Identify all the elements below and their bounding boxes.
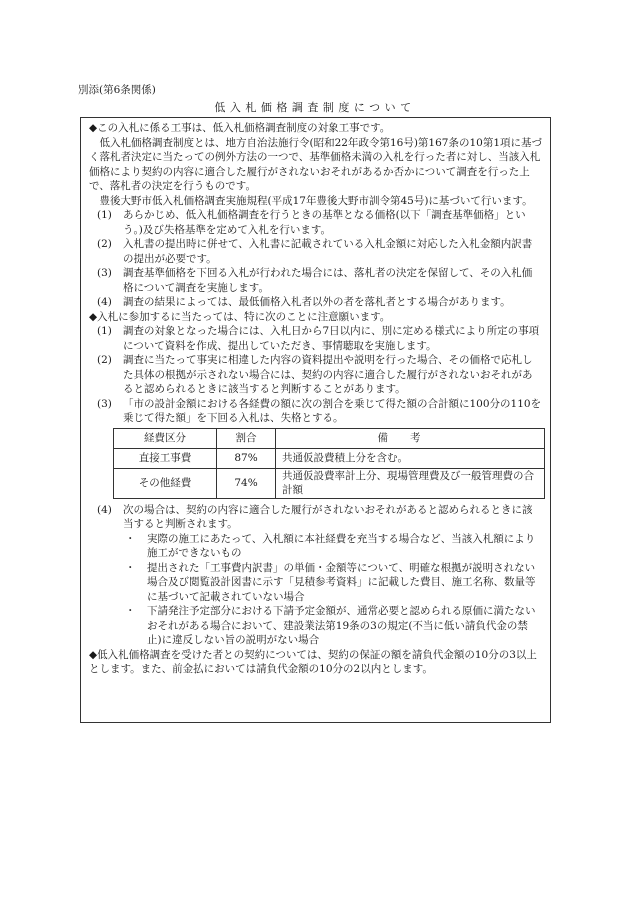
item-number: (2) — [97, 354, 112, 366]
notice-item — [89, 353, 542, 397]
item-number: (4) — [97, 503, 112, 516]
intro-paragraph: 低入札価格調査制度とは、地方自治法施行令(昭和22年政令第16号)第167条の10第1項に基づく落札者決定に当たっての例外方法の一つで、基準価格未満の入札を行った者に対し、当該入札価格により契約の内容に適合した履行がされないおそれがあるか否かについて調査を行った上で、落札者の決定を行うものです。 — [89, 136, 542, 192]
item-text: 調査基準価格を下回る入札が行われた場合には、落札者の決定を保留して、その入札価格について調査を実施します。 — [123, 267, 533, 294]
cell-category: その他経費 — [114, 468, 217, 498]
page-title: 低入札価格調査制度について — [214, 101, 416, 114]
table-header-row — [114, 428, 545, 448]
item-text: 入札書の提出時に併せて、入札書に記載されている入札金額に対応した入札金額内訳書の提出が必要です。 — [123, 238, 533, 265]
table-row — [114, 468, 545, 498]
notice-heading: ◆入札に参加するに当たっては、特に次のことに注意願います。 — [89, 310, 391, 323]
notice-item — [89, 503, 542, 532]
notice-item — [89, 324, 542, 353]
intro-item — [89, 208, 542, 237]
regulation-paragraph: 豊後大野市低入札価格調査実施規程(平成17年豊後大野市訓令第45号)に基づいて行います。 — [99, 194, 533, 207]
bullet-dot: ・ — [125, 605, 136, 617]
bullet-text: 提出された「工事費内訳書」の単価・金額等について、明確な根拠が説明されない場合及び閲覧設計図書に示す「見積参考資料」に記載した費目、施工名称、数量等に基づいて記載されていない場合 — [147, 561, 536, 603]
cell-remarks: 共通仮設費積上分を含む。 — [276, 448, 545, 468]
column-header-ratio: 割合 — [217, 428, 276, 448]
bullet-dot: ・ — [125, 532, 136, 545]
cell-ratio: 87% — [217, 448, 276, 468]
bullet-item — [89, 561, 542, 605]
item-number: (2) — [97, 238, 112, 250]
intro-heading: ◆この入札に係る工事は、低入札価格調査制度の対象工事です。 — [89, 122, 391, 134]
bullet-text: 実際の施工にあたって、入札額に本社経費を充当する場合など、当該入札額により施工ができないもの — [147, 532, 536, 559]
item-text: 調査の対象となった場合には、入札日から7日以内に、別に定める様式により所定の事項について資料を作成、提出していただき、事情聴取を実施します。 — [123, 325, 540, 352]
bullet-dot: ・ — [125, 561, 136, 574]
intro-item — [89, 295, 542, 310]
cell-ratio: 74% — [217, 468, 276, 498]
column-header-remarks: 備考 — [276, 428, 545, 448]
cost-ratio-table — [113, 428, 545, 499]
annex-label: 別添(第6条関係) — [78, 84, 156, 96]
item-text: 次の場合は、契約の内容に適合した履行がされないおそれがあると認められるときに該当すると判断されます。 — [123, 503, 533, 530]
notice-item — [89, 397, 542, 426]
item-number: (4) — [97, 296, 112, 308]
item-text: 「市の設計金額における各経費の額に次の割合を乗じて得た額の合計額に100分の110を乗じて得た額」を下回る入札は、失格とする。 — [123, 397, 542, 424]
item-number: (3) — [97, 267, 112, 279]
contract-paragraph: ◆低入札価格調査を受けた者との契約については、契約の保証の額を請負代金額の10分の3以上とします。また、前金払においては請負代金額の10分の2以内とします。 — [89, 648, 537, 675]
item-text: 調査に当たって事実に相違した内容の資料提出や説明を行った場合、その価格で応札した具体の根拠が示されない場合には、契約の内容に適合した履行がされないおそれがあると認められるときに該当すると判断することがあります。 — [123, 354, 533, 395]
item-number: (1) — [97, 325, 112, 337]
notice-box — [80, 117, 551, 723]
bullet-text: 下請発注予定部分における下請予定金額が、通常必要と認められる原価に満たないおそれがある場合において、建設業法第19条の3の規定(不当に低い請負代金の禁止)に違反しない旨の説明がない場合 — [147, 605, 536, 646]
cell-category: 直接工事費 — [114, 448, 217, 468]
bullet-item — [89, 532, 542, 561]
item-number: (3) — [97, 397, 112, 410]
cell-remarks: 共通仮設費率計上分、現場管理費及び一般管理費の合計額 — [276, 468, 545, 498]
item-text: 調査の結果によっては、最低価格入札者以外の者を落札者とする場合があります。 — [123, 296, 511, 308]
table-row — [114, 448, 545, 468]
column-header-category: 経費区分 — [114, 428, 217, 448]
item-number: (1) — [97, 209, 112, 221]
intro-item — [89, 237, 542, 266]
item-text: あらかじめ、低入札価格調査を行うときの基準となる価格(以下「調査基準価格」という。)及び失格基準を定めて入札を行います。 — [123, 209, 526, 236]
bullet-item — [89, 604, 542, 648]
intro-item — [89, 266, 542, 295]
